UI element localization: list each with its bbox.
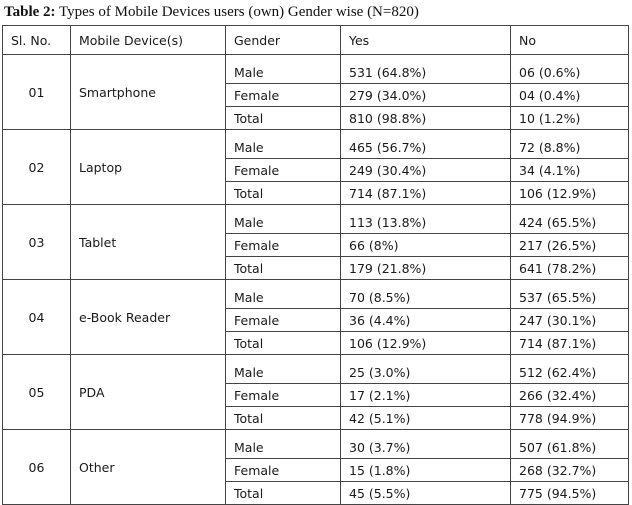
- yes-cell: 113 (13.8%): [341, 205, 511, 234]
- gender-cell: Female: [226, 384, 341, 407]
- gender-cell: Total: [226, 332, 341, 355]
- no-cell: 106 (12.9%): [511, 182, 629, 205]
- table-row: [3, 280, 629, 309]
- header-no: No: [511, 26, 629, 55]
- gender-cell: Total: [226, 182, 341, 205]
- gender-cell: Female: [226, 84, 341, 107]
- header-yes: Yes: [341, 26, 511, 55]
- device-cell: PDA: [71, 355, 226, 430]
- no-cell: 507 (61.8%): [511, 430, 629, 459]
- table-row: [3, 430, 629, 459]
- table-body: [3, 55, 629, 505]
- header-sl-no: Sl. No.: [3, 26, 71, 55]
- table-row: [3, 355, 629, 384]
- gender-cell: Female: [226, 309, 341, 332]
- no-cell: 537 (65.5%): [511, 280, 629, 309]
- gender-cell: Male: [226, 130, 341, 159]
- yes-cell: 279 (34.0%): [341, 84, 511, 107]
- yes-cell: 106 (12.9%): [341, 332, 511, 355]
- yes-cell: 249 (30.4%): [341, 159, 511, 182]
- yes-cell: 15 (1.8%): [341, 459, 511, 482]
- yes-cell: 25 (3.0%): [341, 355, 511, 384]
- no-cell: 424 (65.5%): [511, 205, 629, 234]
- yes-cell: 66 (8%): [341, 234, 511, 257]
- table-caption-text: Types of Mobile Devices users (own) Gender wise (N=820): [59, 4, 419, 20]
- table-row: [3, 130, 629, 159]
- yes-cell: 17 (2.1%): [341, 384, 511, 407]
- no-cell: 268 (32.7%): [511, 459, 629, 482]
- header-row: [3, 26, 629, 55]
- sl-no-cell: 04: [3, 280, 71, 355]
- yes-cell: 531 (64.8%): [341, 55, 511, 84]
- gender-cell: Male: [226, 280, 341, 309]
- table-row: [3, 55, 629, 84]
- yes-cell: 70 (8.5%): [341, 280, 511, 309]
- no-cell: 04 (0.4%): [511, 84, 629, 107]
- gender-cell: Total: [226, 107, 341, 130]
- sl-no-cell: 05: [3, 355, 71, 430]
- gender-cell: Total: [226, 482, 341, 505]
- gender-cell: Male: [226, 55, 341, 84]
- gender-cell: Female: [226, 234, 341, 257]
- device-cell: Other: [71, 430, 226, 505]
- gender-cell: Total: [226, 407, 341, 430]
- no-cell: 217 (26.5%): [511, 234, 629, 257]
- no-cell: 775 (94.5%): [511, 482, 629, 505]
- gender-cell: Total: [226, 257, 341, 280]
- table-caption-label: Table 2:: [4, 4, 56, 20]
- device-cell: Smartphone: [71, 55, 226, 130]
- no-cell: 266 (32.4%): [511, 384, 629, 407]
- no-cell: 34 (4.1%): [511, 159, 629, 182]
- yes-cell: 42 (5.1%): [341, 407, 511, 430]
- sl-no-cell: 02: [3, 130, 71, 205]
- gender-cell: Male: [226, 205, 341, 234]
- sl-no-cell: 03: [3, 205, 71, 280]
- no-cell: 641 (78.2%): [511, 257, 629, 280]
- gender-cell: Male: [226, 430, 341, 459]
- gender-cell: Female: [226, 459, 341, 482]
- no-cell: 72 (8.8%): [511, 130, 629, 159]
- sl-no-cell: 01: [3, 55, 71, 130]
- no-cell: 512 (62.4%): [511, 355, 629, 384]
- yes-cell: 465 (56.7%): [341, 130, 511, 159]
- table-caption: [4, 4, 419, 21]
- gender-cell: Female: [226, 159, 341, 182]
- no-cell: 10 (1.2%): [511, 107, 629, 130]
- yes-cell: 36 (4.4%): [341, 309, 511, 332]
- yes-cell: 714 (87.1%): [341, 182, 511, 205]
- yes-cell: 179 (21.8%): [341, 257, 511, 280]
- device-gender-table: [2, 25, 629, 505]
- device-cell: Tablet: [71, 205, 226, 280]
- device-cell: Laptop: [71, 130, 226, 205]
- table-row: [3, 205, 629, 234]
- no-cell: 06 (0.6%): [511, 55, 629, 84]
- header-mobile-device: Mobile Device(s): [71, 26, 226, 55]
- yes-cell: 30 (3.7%): [341, 430, 511, 459]
- yes-cell: 45 (5.5%): [341, 482, 511, 505]
- no-cell: 778 (94.9%): [511, 407, 629, 430]
- yes-cell: 810 (98.8%): [341, 107, 511, 130]
- no-cell: 247 (30.1%): [511, 309, 629, 332]
- gender-cell: Male: [226, 355, 341, 384]
- header-gender: Gender: [226, 26, 341, 55]
- no-cell: 714 (87.1%): [511, 332, 629, 355]
- device-cell: e-Book Reader: [71, 280, 226, 355]
- sl-no-cell: 06: [3, 430, 71, 505]
